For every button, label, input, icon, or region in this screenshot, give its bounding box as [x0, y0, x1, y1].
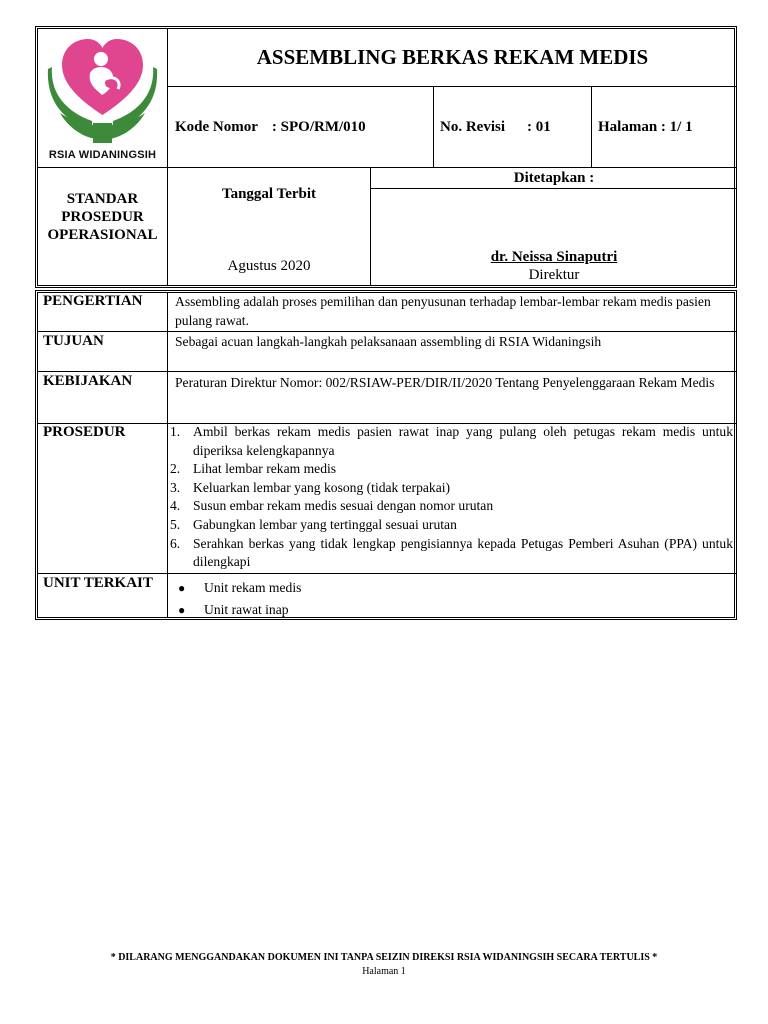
issue-date-label: Tanggal Terbit: [221, 185, 317, 202]
procedure-step: [170, 460, 733, 479]
page-number: Halaman : 1/ 1: [598, 118, 693, 135]
revisi-value: : 01: [527, 118, 551, 135]
procedure-step: [170, 516, 733, 535]
kode-nomor-label: Kode Nomor: [175, 118, 258, 135]
spo-line: STANDAR: [66, 191, 139, 207]
section-label-unit-terkait: UNIT TERKAIT: [43, 575, 153, 591]
step-number: 1.: [170, 424, 181, 439]
unit-name: Unit rawat inap: [204, 602, 289, 617]
issue-date-value: Agustus 2020: [227, 257, 311, 274]
divider: [38, 371, 737, 372]
signer-name: dr. Neissa Sinaputri: [490, 248, 618, 265]
text-line: Assembling adalah proses pemilihan dan penyusunan terhadap lembar-lembar rekam medis pasien: [175, 294, 711, 309]
document-title: ASSEMBLING BERKAS REKAM MEDIS: [256, 45, 649, 69]
procedure-step: [170, 479, 733, 498]
bullet-icon: ●: [178, 603, 186, 617]
related-units-list: [178, 577, 718, 621]
list-item: [178, 577, 718, 599]
divider: [38, 573, 737, 574]
kebijakan-text: Peraturan Direktur Nomor: 002/RSIAW-PER/DIR/II/2020 Tentang Penyelenggaraan Rekam Medis: [175, 375, 715, 390]
procedure-step: [170, 423, 733, 460]
procedure-step: [170, 497, 733, 516]
section-label-prosedur: PROSEDUR: [43, 424, 126, 440]
approved-by-label: Ditetapkan :: [513, 170, 595, 186]
copy-restriction-notice: * DILARANG MENGGANDAKAN DOKUMEN INI TANPA SEIZIN DIREKSI RSIA WIDANINGSIH SECARA TERTULIS *: [110, 952, 658, 963]
divider: [167, 293, 168, 617]
divider: [433, 87, 434, 167]
footer-page-number: Halaman 1: [362, 966, 406, 977]
step-number: 6.: [170, 535, 181, 551]
sop-content-table: [35, 290, 737, 620]
text-line: pulang rawat.: [175, 313, 249, 328]
step-number: 3.: [170, 479, 181, 495]
bullet-icon: ●: [178, 581, 186, 595]
spo-line: OPERASIONAL: [47, 227, 158, 243]
pengertian-text: [175, 292, 733, 330]
unit-name: Unit rekam medis: [204, 580, 302, 595]
step-number: 5.: [170, 516, 181, 532]
spo-label: [38, 168, 167, 288]
section-label-pengertian: PENGERTIAN: [43, 293, 143, 309]
step-number: 2.: [170, 461, 181, 477]
logo-icon: [38, 29, 167, 149]
tujuan-text: Sebagai acuan langkah-langkah pelaksanaan assembling di RSIA Widaningsih: [175, 334, 602, 349]
spo-line: PROSEDUR: [61, 209, 144, 225]
revision-number: [440, 87, 596, 167]
section-label-tujuan: TUJUAN: [43, 333, 104, 349]
hospital-logo: [38, 29, 167, 166]
list-item: [178, 599, 718, 621]
step-text: Susun embar rekam medis sesuai dengan nomor urutan: [193, 498, 494, 514]
procedure-step: [170, 535, 733, 572]
step-number: 4.: [170, 498, 181, 514]
revisi-label: No. Revisi: [440, 118, 505, 135]
sop-header-table: [35, 26, 737, 288]
step-text: Lihat lembar rekam medis: [193, 461, 337, 477]
signer-title: Direktur: [528, 266, 580, 283]
logo-text: RSIA WIDANINGSIH: [48, 149, 157, 161]
step-text: Gabungkan lembar yang tertinggal sesuai urutan: [193, 516, 457, 532]
kode-nomor-value: : SPO/RM/010: [271, 118, 366, 135]
section-label-kebijakan: KEBIJAKAN: [43, 373, 133, 389]
step-text: Keluarkan lembar yang kosong (tidak terpakai): [193, 479, 451, 495]
procedure-list: [170, 423, 733, 572]
step-text: Serahkan berkas yang tidak lengkap pengisiannya kepada Petugas Pemberi Asuhan (PPA) untuk dilengkapi: [193, 535, 733, 570]
kode-nomor: [175, 87, 433, 167]
step-text: Ambil berkas rekam medis pasien rawat inap yang pulang oleh petugas rekam medis untuk diperiksa kelengkapannya: [193, 424, 733, 458]
